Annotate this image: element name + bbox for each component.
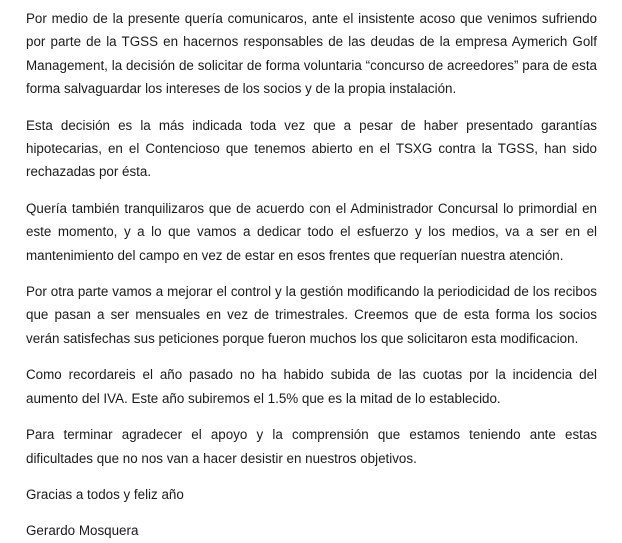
- paragraph-cuotas: Como recordareis el año pasado no ha habido subida de las cuotas por la incidencia del aumento del IVA. Este año subiremos el 1.5% que es la mitad de lo establecido.: [26, 367, 597, 406]
- paragraph-concurso: Por medio de la presente quería comunicaros, ante el insistente acoso que venimos sufriendo por parte de la TGSS en hacernos responsables de las deudas de la empresa Aymerich Golf Management, la decisión de solicitar de forma voluntaria “concurso de acreedores” para de esta forma salvaguardar los intereses de los socios y de la propia instalación.: [26, 11, 597, 97]
- paragraph-administrador: Quería también tranquilizaros que de acuerdo con el Administrador Concursal lo primordial en este momento, y a lo que vamos a dedicar todo el esfuerzo y los medios, va a ser en el mantenimiento del campo en vez de estar en esos frentes que requerían nuestra atención.: [26, 200, 597, 263]
- closing-line: Gracias a todos y feliz año: [26, 486, 184, 502]
- signature-name: Gerardo Mosquera: [26, 523, 139, 539]
- paragraph-garantias: Esta decisión es la más indicada toda vez que a pesar de haber presentado garantías hipotecarias, en el Contencioso que tenemos abierto en el TSXG contra la TGSS, han sido rechazadas por ésta.: [26, 117, 597, 180]
- letter-body: [26, 7, 597, 543]
- paragraph-agradecimiento: Para terminar agradecer el apoyo y la comprensión que estamos teniendo ante estas dificultades que no nos van a hacer desistir en nuestros objetivos.: [26, 427, 597, 466]
- paragraph-recibos: Por otra parte vamos a mejorar el control y la gestión modificando la periodicidad de los recibos que pasan a ser mensuales en vez de trimestrales. Creemos que de esta forma los socios verán satisfechas sus peticiones porque fueron muchos los que solicitaron esta modificacion.: [26, 284, 597, 346]
